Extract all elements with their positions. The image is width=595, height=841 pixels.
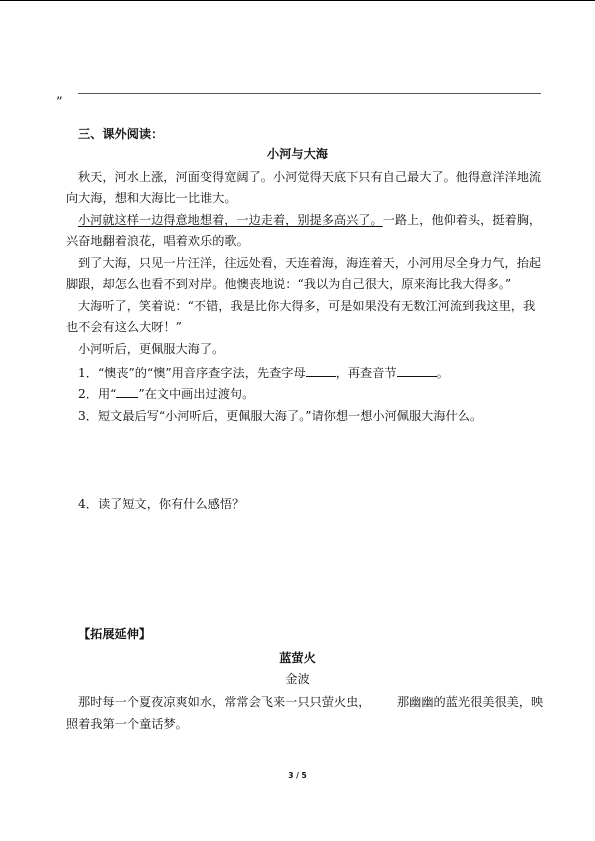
paragraph-2-line-1 — [78, 213, 541, 228]
paragraph-2-rest: 一路上，他仰着头，挺着胸， — [382, 213, 542, 227]
extension-heading: 【拓展延伸】 — [78, 627, 152, 641]
section-heading: 三、课外阅读： — [78, 127, 164, 141]
paragraph-4-line-2: 也不会有这么大呀！” — [66, 320, 182, 334]
story-title: 小河与大海 — [267, 147, 328, 161]
paragraph-3-line-1: 到了大海，只见一片汪洋，往远处看，天连着海，海连着天，小河用尽全身力气，抬起 — [78, 256, 542, 270]
extension-line-2: 照着我第一个童话梦。 — [66, 717, 188, 731]
question-3: 3．短文最后写“小河听后，更佩服大海了。”请你想一想小河佩服大海什么。 — [78, 409, 483, 423]
paragraph-3-line-2: 脚跟，却怎么也看不到对岸。他懊丧地说：“我以为自己很大，原来海比我大得多。” — [66, 277, 512, 291]
answer-line — [78, 93, 541, 94]
paragraph-1-line-2: 向大海，想和大海比一比谁大。 — [66, 191, 237, 205]
closing-quote: ” — [56, 95, 63, 110]
extension-title: 蓝萤火 — [279, 651, 316, 665]
extension-line-1b: 那幽幽的蓝光很美很美，映 — [397, 695, 544, 709]
question-4: 4．读了短文，你有什么感悟？ — [78, 497, 245, 511]
page-number: 3 / 5 — [288, 771, 307, 780]
letter-blank[interactable] — [306, 364, 336, 377]
paragraph-2-line-2: 兴奋地翻着浪花，唱着欢乐的歌。 — [66, 234, 249, 248]
extension-author: 金波 — [285, 672, 310, 686]
underline-symbol — [116, 388, 138, 398]
question-2: 2．用“ ”在文中画出过渡句。 — [78, 387, 255, 401]
paragraph-1-line-1: 秋天，河水上涨，河面变得宽阔了。小河觉得天底下只有自己最大了。他得意洋洋地流 — [78, 170, 542, 184]
paragraph-4-line-1: 大海听了，笑着说：“不错，我是比你大得多，可是如果没有无数江河流到我这里，我 — [78, 299, 536, 313]
question-1: 1．“懊丧”的“懊”用音序查字法，先查字母 ，再查音节 。 — [78, 366, 449, 380]
transition-sentence: 小河就这样一边得意地想着，一边走着，别提多高兴了。 — [78, 213, 383, 227]
syllable-blank[interactable] — [397, 364, 437, 377]
paragraph-5: 小河听后，更佩服大海了。 — [78, 342, 225, 356]
page-top-border — [0, 0, 595, 1]
extension-line-1a: 那时每一个夏夜凉爽如水，常常会飞来一只只萤火虫， — [78, 695, 371, 709]
